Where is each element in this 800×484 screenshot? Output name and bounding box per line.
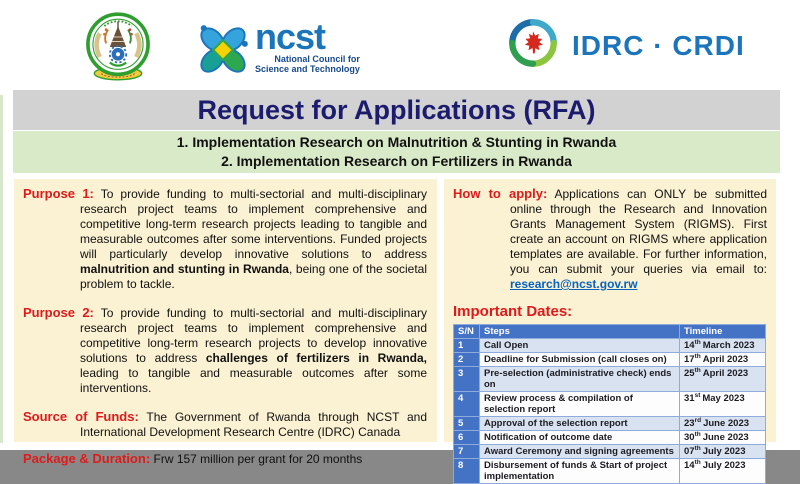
purpose-2-bold-text: challenges of fertilizers in Rwanda, — [205, 351, 427, 365]
row-number: 2 — [454, 353, 480, 367]
table-row — [454, 392, 766, 417]
idrc-logo — [506, 16, 745, 75]
row-timeline: 30th June 2023 — [680, 431, 766, 445]
ncst-atom-icon — [195, 22, 251, 83]
rwanda-coat-of-arms-icon — [72, 6, 164, 93]
left-content-panel — [14, 179, 437, 466]
table-header-row — [454, 325, 766, 339]
row-timeline: 25th April 2023 — [680, 367, 766, 392]
subtitle-band — [13, 131, 780, 173]
table-row — [454, 417, 766, 431]
row-number: 5 — [454, 417, 480, 431]
row-step: Deadline for Submission (call closes on) — [480, 353, 680, 367]
how-to-apply-paragraph — [453, 186, 767, 292]
subtitle-line-1: 1. Implementation Research on Malnutrition & Stunting in Rwanda — [176, 134, 617, 150]
row-timeline: 14th July 2023 — [680, 459, 766, 484]
important-dates-heading: Important Dates: — [453, 303, 573, 320]
source-of-funds-paragraph — [23, 409, 427, 440]
row-step: Approval of the selection report — [480, 417, 680, 431]
ncst-wordmark: ncst — [255, 16, 326, 57]
source-of-funds-text: The Government of Rwanda through NCST and International Development Research Centre (IDRC) Canada — [80, 410, 427, 439]
email-link[interactable]: research@ncst.gov.rw — [510, 277, 638, 291]
idrc-wordmark: IDRC · CRDI — [572, 29, 745, 61]
source-of-funds-label: Source of Funds: — [23, 409, 139, 424]
purpose-1-paragraph — [23, 186, 427, 292]
column-header-sn: S/N — [454, 325, 480, 339]
how-to-apply-label: How to apply: — [453, 186, 548, 201]
purpose-1-text: To provide funding to multi-sectorial and multi-disciplinary research project teams to implement comprehensive and competitive long-term research projects leading to tangible and measurable outcomes after some interventions. Funded projects will particularly develop innovative solutions to address — [80, 187, 427, 261]
purpose-1-label: Purpose 1: — [23, 186, 94, 201]
row-number: 4 — [454, 392, 480, 417]
column-header-timeline: Timeline — [680, 325, 766, 339]
ncst-subtitle-line2: Science and Technology — [255, 64, 360, 74]
column-header-steps: Steps — [480, 325, 680, 339]
row-timeline: 23rd June 2023 — [680, 417, 766, 431]
right-content-panel — [444, 179, 776, 482]
table-row — [454, 459, 766, 484]
purpose-2-tail: leading to tangible and measurable outcomes after some interventions. — [80, 366, 427, 395]
purpose-1-tail: , being one of the societal problem to tackle. — [80, 262, 427, 291]
package-duration-label: Package & Duration: — [23, 451, 151, 466]
row-number: 8 — [454, 459, 480, 484]
row-number: 3 — [454, 367, 480, 392]
table-row — [454, 339, 766, 353]
purpose-2-label: Purpose 2: — [23, 305, 94, 320]
row-number: 1 — [454, 339, 480, 353]
table-row — [454, 367, 766, 392]
table-row — [454, 445, 766, 459]
subtitle-line-2: 2. Implementation Research on Fertilizers in Rwanda — [221, 153, 572, 169]
row-timeline: 07th July 2023 — [680, 445, 766, 459]
row-step: Disbursement of funds & Start of project implementation — [480, 459, 680, 484]
row-number: 6 — [454, 431, 480, 445]
table-row — [454, 431, 766, 445]
purpose-2-paragraph — [23, 305, 427, 396]
ncst-subtitle-line1: National Council for — [274, 54, 360, 64]
row-timeline: 31st May 2023 — [680, 392, 766, 417]
purpose-2-text: To provide funding to multi-sectorial and multi-disciplinary research project teams to implement comprehensive and competitive long-term research projects to develop innovative solutions to address — [80, 306, 427, 365]
row-timeline: 14th March 2023 — [680, 339, 766, 353]
purpose-1-bold-text: malnutrition and stunting in Rwanda — [80, 262, 289, 276]
row-timeline: 17th April 2023 — [680, 353, 766, 367]
ncst-logo — [195, 16, 360, 83]
how-to-apply-text: Applications can ONLY be submitted online through the Research and Innovation Grants Management System (RIGMS). First create an account on RIGMS where application templates are available. For further information, you can submit your queries via email to: — [510, 187, 767, 276]
idrc-circle-icon — [506, 16, 560, 75]
ncst-logo-text — [255, 16, 360, 74]
title-band — [13, 90, 780, 130]
table-row — [454, 353, 766, 367]
row-step: Call Open — [480, 339, 680, 353]
row-number: 7 — [454, 445, 480, 459]
row-step: Notification of outcome date — [480, 431, 680, 445]
logo-strip — [0, 0, 800, 88]
page-title: Request for Applications (RFA) — [197, 94, 596, 125]
row-step: Pre-selection (administrative check) ends on — [480, 367, 680, 392]
row-step: Award Ceremony and signing agreements — [480, 445, 680, 459]
row-step: Review process & compilation of selection report — [480, 392, 680, 417]
page-edge-border — [0, 95, 3, 443]
important-dates-table — [453, 324, 766, 484]
package-duration-text: Frw 157 million per grant for 20 months — [150, 452, 363, 466]
package-duration-paragraph — [23, 451, 427, 467]
